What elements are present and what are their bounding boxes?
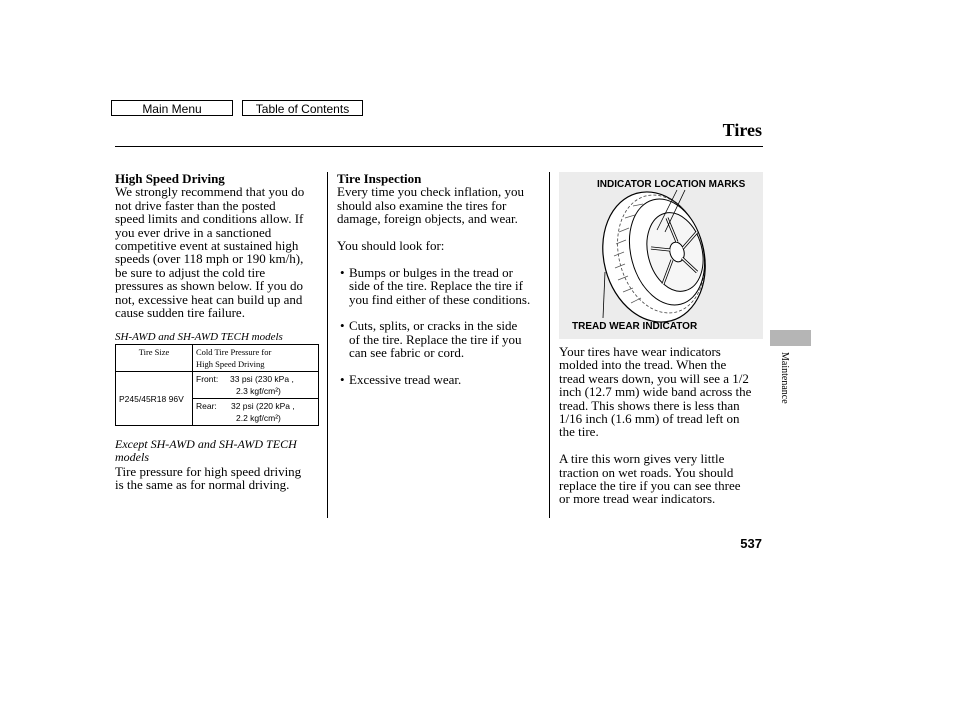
tread-wear-indicator-label: TREAD WEAR INDICATOR <box>572 321 698 332</box>
page-title: Tires <box>722 120 762 140</box>
text-line: traction on wet roads. You should <box>559 464 734 480</box>
text-line: Every time you check inflation, you <box>337 184 525 200</box>
text-line: A tire this worn gives very little <box>559 451 725 467</box>
normal-driving-text <box>115 465 301 492</box>
look-for-text: You should look for: <box>337 238 445 254</box>
column-divider <box>327 172 328 518</box>
section-tab-label: Maintenance <box>779 352 790 404</box>
text-line: cause sudden tire failure. <box>115 305 245 321</box>
text-line: should also examine the tires for <box>337 197 507 213</box>
header-line: High Speed Driving <box>196 359 265 369</box>
text-line: pressures as shown below. If you do <box>115 278 303 294</box>
table-header-size: Tire Size <box>116 345 193 372</box>
text-line: you find either of these conditions. <box>349 291 531 307</box>
text-line: models <box>115 450 149 465</box>
indicator-location-label: INDICATOR LOCATION MARKS <box>597 179 746 190</box>
text-line: of the tire. Replace the tire if you <box>349 331 522 347</box>
text-line: not drive faster than the posted <box>115 197 276 213</box>
table-of-contents-button[interactable]: Table of Contents <box>242 100 363 116</box>
text-line: speeds (over 118 mph or 190 km/h), <box>115 251 304 267</box>
text-line: side of the tire. Replace the tire if <box>349 278 523 294</box>
front-value-2: 2.3 kgf/cm²) <box>236 386 281 396</box>
text-line: damage, foreign objects, and wear. <box>337 211 518 227</box>
text-line: 1/16 inch (1.6 mm) of tread left on <box>559 411 740 427</box>
text-line: inch (12.7 mm) wide band across the <box>559 384 752 400</box>
text-line: replace the tire if you can see three <box>559 478 741 494</box>
text-line: tread. This shows there is less than <box>559 397 740 413</box>
text-line: Excessive tread wear. <box>349 372 462 388</box>
bullet-mark: • <box>340 264 345 280</box>
high-speed-heading: High Speed Driving <box>115 171 225 186</box>
front-value: 33 psi (230 kPa , <box>230 374 294 384</box>
text-line: speed limits and conditions allow. If <box>115 211 304 227</box>
inspection-heading: Tire Inspection <box>337 171 422 186</box>
bullet-mark: • <box>340 318 345 334</box>
tire-size-cell: P245/45R18 96V <box>116 372 193 426</box>
leader-line-bottom <box>603 272 605 318</box>
list-item <box>337 319 545 359</box>
title-rule <box>115 146 763 147</box>
rear-pressure-cell <box>193 399 319 426</box>
text-line: tread wears down, you will see a 1/2 <box>559 370 749 386</box>
text-line: Cuts, splits, or cracks in the side <box>349 318 518 334</box>
table-header-pressure <box>193 345 319 372</box>
column-divider <box>549 172 550 518</box>
bullet-mark: • <box>340 372 345 388</box>
text-line: not, excessive heat can build up and <box>115 291 303 307</box>
rear-value-2: 2.2 kgf/cm²) <box>236 413 281 423</box>
rear-value: 32 psi (220 kPa , <box>230 401 295 411</box>
header-line: Cold Tire Pressure for <box>196 347 272 357</box>
text-line: molded into the tread. When the <box>559 357 727 373</box>
inspection-section <box>337 172 545 386</box>
text-line: you ever drive in a sanctioned <box>115 224 272 240</box>
high-speed-section <box>115 172 325 319</box>
tire-wear-figure <box>559 172 763 339</box>
page-number: 537 <box>740 536 762 551</box>
tire-illustration <box>559 172 763 339</box>
wear-indicator-section <box>559 345 769 506</box>
text-line: can see fabric or cord. <box>349 345 465 361</box>
text-line: is the same as for normal driving. <box>115 477 290 493</box>
text-line: be sure to adjust the cold tire <box>115 264 266 280</box>
text-line: or more tread wear indicators. <box>559 491 716 507</box>
front-pressure-cell <box>193 372 319 399</box>
text-line: the tire. <box>559 424 599 440</box>
text-line: Except SH-AWD and SH-AWD TECH <box>115 437 297 451</box>
except-label <box>115 438 297 465</box>
front-label: Front: <box>196 374 219 384</box>
list-item <box>337 266 545 306</box>
rear-label: Rear: <box>196 401 217 411</box>
list-item <box>337 373 545 386</box>
section-tab <box>770 330 811 346</box>
text-line: Tire pressure for high speed driving <box>115 464 302 479</box>
pressure-table <box>115 344 319 426</box>
main-menu-button[interactable]: Main Menu <box>111 100 233 116</box>
models-label: SH-AWD and SH-AWD TECH models <box>115 331 283 343</box>
text-line: Bumps or bulges in the tread or <box>349 264 513 280</box>
text-line: We strongly recommend that you do <box>115 184 305 200</box>
text-line: competitive event at sustained high <box>115 238 299 254</box>
text-line: Your tires have wear indicators <box>559 344 721 359</box>
